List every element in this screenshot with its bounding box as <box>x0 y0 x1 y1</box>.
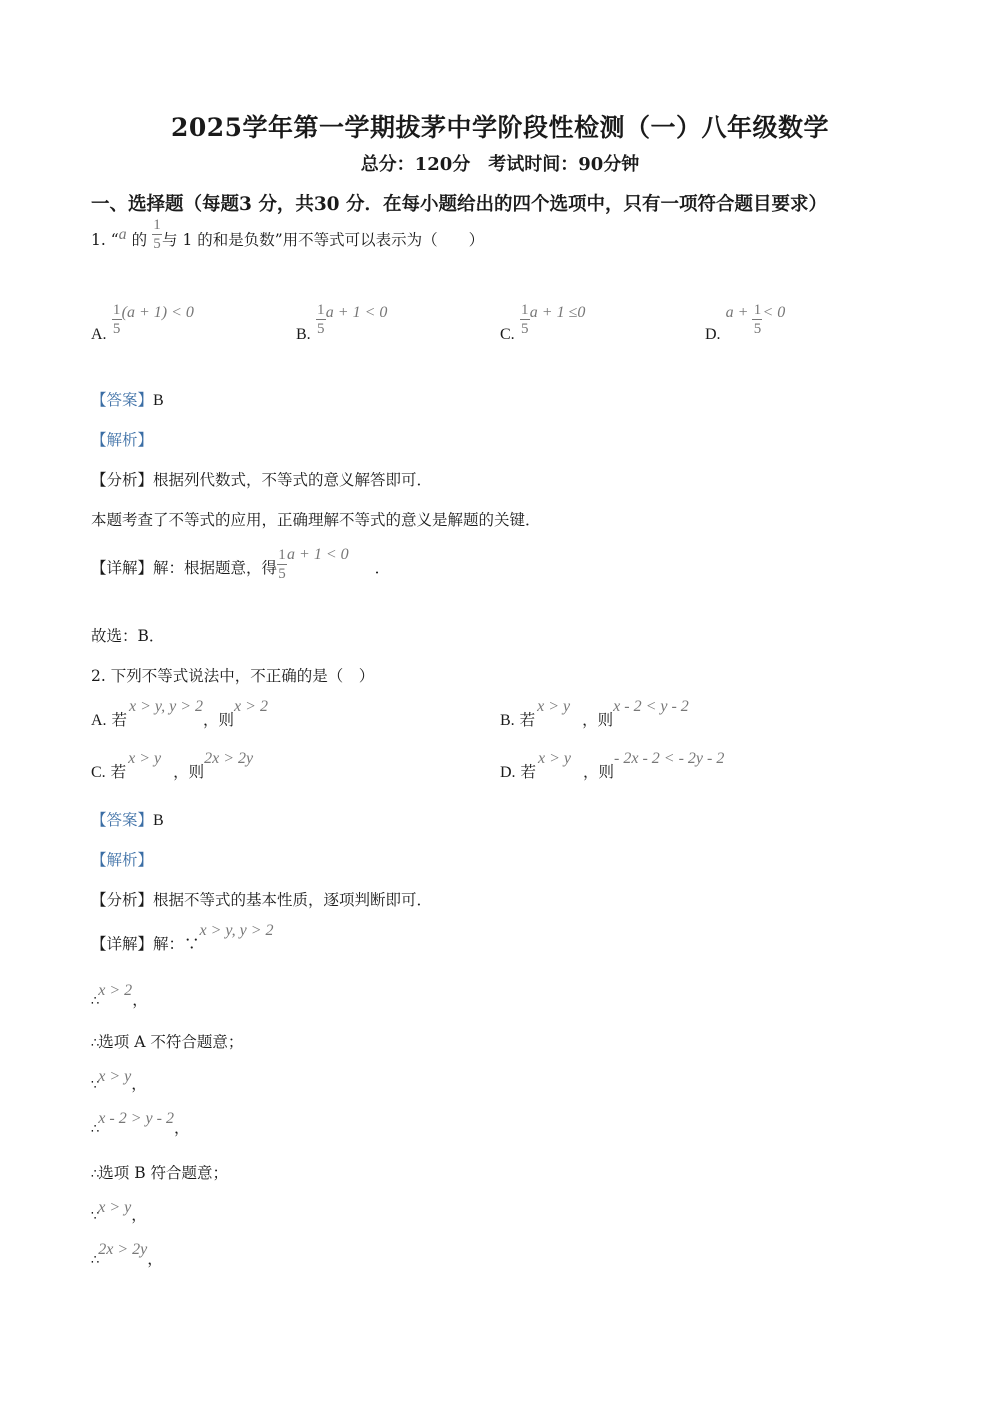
page-title: 2025学年第一学期拔茅中学阶段性检测（一）八年级数学 <box>170 113 830 142</box>
q2-step-2: ∴选项 A 不符合题意； <box>91 1033 244 1051</box>
q1-option-b: B. $\frac{1}{5}$ a + 1 < 0 <box>296 302 388 343</box>
q2-fenxi: 【分析】根据不等式的基本性质，逐项判断即可． <box>91 891 433 909</box>
q2-option-d: D. 若x > y，则- 2x - 2 < - 2y - 2 <box>500 750 725 781</box>
q2-step-5: ∴选项 B 符合题意； <box>91 1164 229 1182</box>
section-heading: 一、选择题（每题3 分，共30 分．在每小题给出的四个选项中，只有一项符合题目要求） <box>91 194 828 215</box>
q2-step-3: $_\because$x > y， <box>91 1068 147 1093</box>
q2-option-a: A. 若x > y, y > 2，则x > 2 <box>91 698 268 729</box>
q2-detail: 【详解】解：∵x > y, y > 2 <box>91 922 274 953</box>
q1-summary: 本题考查了不等式的应用，正确理解不等式的意义是解题的关键． <box>91 511 541 529</box>
q1-answer: 【答案】B <box>91 391 164 409</box>
q2-answer: 【答案】B <box>91 811 164 829</box>
q2-stem: 2. 下列不等式说法中，不正确的是（ ） <box>91 667 375 685</box>
q1-analysis-label: 【解析】 <box>91 431 154 449</box>
q2-analysis-label: 【解析】 <box>91 851 154 869</box>
q1-option-a: A. $\frac{1}{5}$ (a + 1) < 0 <box>91 302 194 343</box>
q2-step-1: $_\therefore$x > 2， <box>91 982 148 1009</box>
q2-step-7: $_\therefore$2x > 2y， <box>91 1241 163 1268</box>
q1-detail: 【详解】解：根据题意，得 $\frac{1}{5}$ a + 1 < 0． <box>91 546 391 582</box>
q2-step-4: $_\therefore$x - 2 > y - 2， <box>91 1110 190 1137</box>
q1-stem: 1. “a 的 $\frac{1}{5}$ 与 1 的和是负数”用不等式可以表示为（ ） <box>91 217 485 252</box>
fraction-one-fifth: $\frac{1}{5}$ <box>153 217 161 252</box>
q1-fenxi: 【分析】根据列代数式，不等式的意义解答即可． <box>91 471 433 489</box>
q1-option-c: C. $\frac{1}{5}$ a + 1 ≤0 <box>500 302 586 343</box>
q2-option-b: B. 若x > y，则x - 2 < y - 2 <box>500 698 689 729</box>
q1-number: 1. <box>91 231 106 249</box>
q1-option-d: D. a + $\frac{1}{5}$ < 0 <box>705 302 786 343</box>
q2-step-6: $_\because$x > y， <box>91 1199 147 1224</box>
var-a: a <box>118 226 127 243</box>
exam-info: 总分：120分 考试时间：90分钟 <box>360 154 640 175</box>
q2-option-c: C. 若x > y，则2x > 2y <box>91 750 254 781</box>
q1-conclusion: 故选：B． <box>91 627 165 645</box>
